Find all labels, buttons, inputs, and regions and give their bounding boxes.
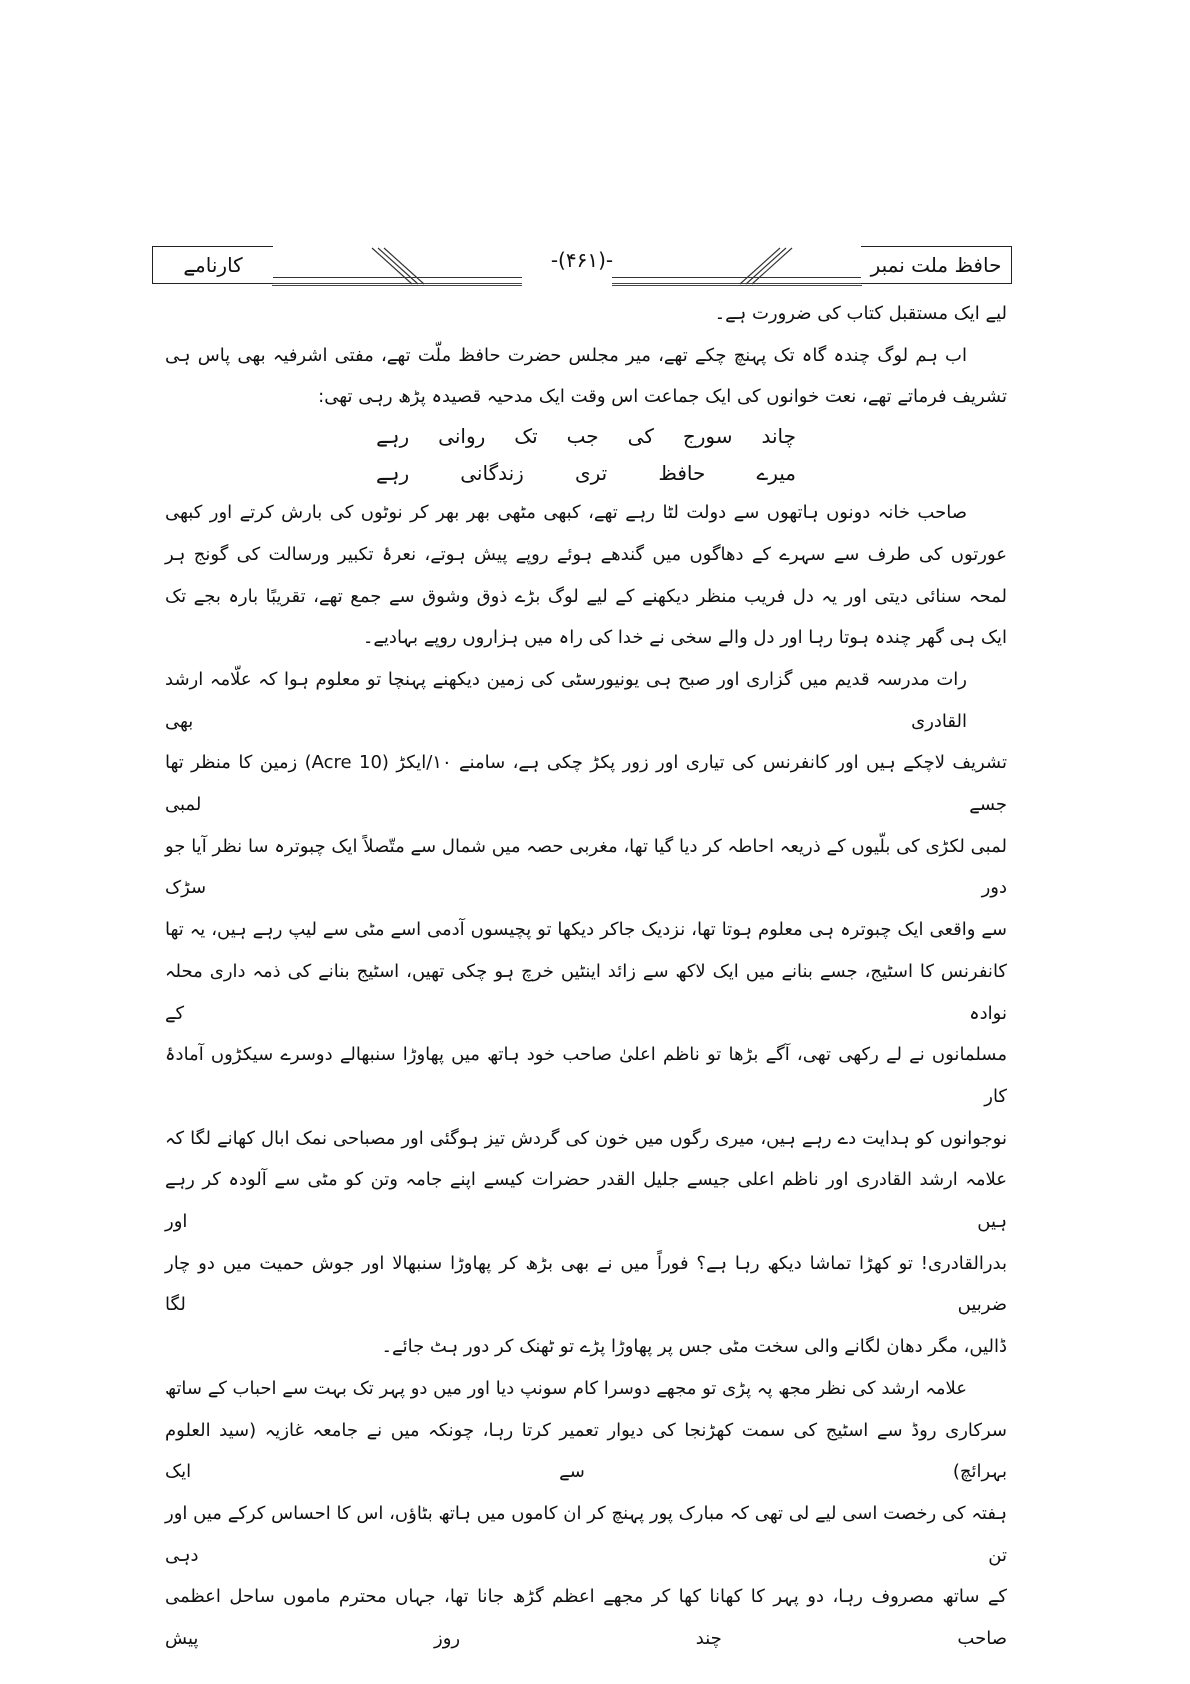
text-line: علامہ ارشد القادری اور ناظم اعلی جیسے جلیل القدر حضرات کیسے اپنے جامہ وتن کو مٹی سے آلودہ کر رہے ہیں اور xyxy=(165,1169,1007,1233)
text-line: علامہ ارشد کی نظر مجھ پہ پڑی تو مجھے دوسرا کام سونپ دیا اور میں دو پہر تک بہت سے احباب کے ساتھ xyxy=(165,1377,967,1399)
verse-line-1 xyxy=(376,418,796,455)
text-line: لمبی لکڑی کی بلّیوں کے ذریعہ احاطہ کر دیا گیا تھا، مغربی حصہ میں شمال سے متّصلاً ایک چبوترہ سا نظر آیا جو دور سڑک xyxy=(165,835,1007,899)
text-line: اب ہم لوگ چندہ گاہ تک پہنچ چکے تھے، میر مجلس حضرت حافظ ملّت تھے، مفتی اشرفیہ بھی پاس ہی xyxy=(165,344,967,366)
text-line: لمحہ سنائی دیتی اور یہ دل فریب منظر دیکھنے کے لیے لوگ بڑے ذوق وشوق سے جمع تھے، تقریبًا بارہ بجے تک xyxy=(165,585,1007,607)
header-book-title: حافظ ملت نمبر xyxy=(861,246,1012,284)
text-line: تشریف فرماتے تھے، نعت خوانوں کی ایک جماعت اس وقت ایک مدحیہ قصیدہ پڑھ رہی تھی: xyxy=(318,386,1007,408)
verse-line-2 xyxy=(376,455,796,492)
verse-word: زندگانی xyxy=(460,461,524,486)
verse-word: روانی xyxy=(438,424,486,449)
page-body xyxy=(165,293,1007,1660)
text-line: کانفرنس کا اسٹیج، جسے بنانے میں ایک لاکھ سے زائد اینٹیں خرچ ہو چکی تھیں، اسٹیج بنانے کی ذمہ داری محلہ نوادہ کے xyxy=(165,960,1007,1024)
header-section-title: کارنامے xyxy=(152,246,273,284)
text-line: رات مدرسہ قدیم میں گزاری اور صبح ہی یونیورسٹی کی زمین دیکھنے پہنچا تو معلوم ہوا کہ علّامہ ارشد القادری بھی xyxy=(165,668,967,732)
text-line: صاحب خانہ دونوں ہاتھوں سے دولت لٹا رہے تھے، کبھی مٹھی بھر بھر کر نوٹوں کی بارش کرتے اور کبھی xyxy=(165,502,967,524)
text-line: نوجوانوں کو ہدایت دے رہے ہیں، میری رگوں میں خون کی گردش تیز ہوگئی اور مصباحی نمک ابال کھانے لگا کہ xyxy=(165,1127,1007,1149)
verse-word: حافظ xyxy=(658,461,706,486)
page-number: -(۴۶۱)- xyxy=(550,248,614,272)
text-line: لیے ایک مستقبل کتاب کی ضرورت ہے۔ xyxy=(714,303,1007,324)
verse-word: رہے xyxy=(376,424,410,449)
verse-word: چاند xyxy=(761,424,796,449)
text-line: عورتوں کی طرف سے سہرے کے دھاگوں میں گندھے ہوئے روپے پیش ہوتے، نعرۂ تکبیر ورسالت کی گونج ہر xyxy=(165,543,1007,565)
verse-word: تری xyxy=(574,461,608,486)
text-line: تشریف لاچکے ہیں اور کانفرنس کی تیاری اور زور پکڑ چکی ہے، سامنے ۱۰/ایکڑ (10 Acre) زمین کا منظر تھا جسے لمبی xyxy=(165,752,1008,816)
text-line: بدرالقادری! تو کھڑا تماشا دیکھ رہا ہے؟ فوراً میں نے بھی بڑھ کر پھاوڑا سنبھالا اور جوش حمیت میں دو چار ضربیں لگا xyxy=(165,1252,1007,1316)
text-line: مسلمانوں نے لے رکھی تھی، آگے بڑھا تو ناظم اعلیٰ صاحب خود ہاتھ میں پھاوڑا سنبھالے دوسرے سیکڑوں آمادۂ کار xyxy=(165,1044,1007,1107)
verse-word: جب xyxy=(566,424,599,449)
text-line: ڈالیں، مگر دھان لگانے والی سخت مٹی جس پر پھاوڑا پڑے تو ٹھنک کر دور ہٹ جائے۔ xyxy=(381,1336,1007,1358)
running-header xyxy=(152,246,1012,286)
verse-word: کی xyxy=(627,424,654,449)
text-line: ہفتہ کی رخصت اسی لیے لی تھی کہ مبارک پور پہنچ کر ان کاموں میں ہاتھ بٹاؤں، اس کا احساس کرکے میں اور تن دہی xyxy=(165,1502,1007,1566)
verse-word: تک xyxy=(514,424,538,449)
verse-word: سورج xyxy=(682,424,733,449)
text-line: کے ساتھ مصروف رہا، دو پہر کا کھانا کھا کر مجھے اعظم گڑھ جانا تھا، جہاں محترم ماموں ساحل اعظمی صاحب چند روز پیش xyxy=(165,1586,1007,1650)
text-line: سرکاری روڈ سے اسٹیج کی سمت کھڑنجا کی دیوار تعمیر کرتا رہا، چونکہ میں نے جامعہ غازیہ (سید العلوم بہرائچ) سے ایک xyxy=(165,1419,1007,1483)
text-line: ایک ہی گھر چندہ ہوتا رہا اور دل والے سخی نے خدا کی راہ میں ہزاروں روپے بہادیے۔ xyxy=(362,627,1007,649)
text-line: سے واقعی ایک چبوترہ ہی معلوم ہوتا تھا، نزدیک جاکر دیکھا تو پچیسوں آدمی اسے مٹی سے لیپ رہے ہیں، یہ تھا xyxy=(165,919,1007,941)
verse-word: رہے xyxy=(376,461,410,486)
verse-word: میرے xyxy=(756,461,796,486)
